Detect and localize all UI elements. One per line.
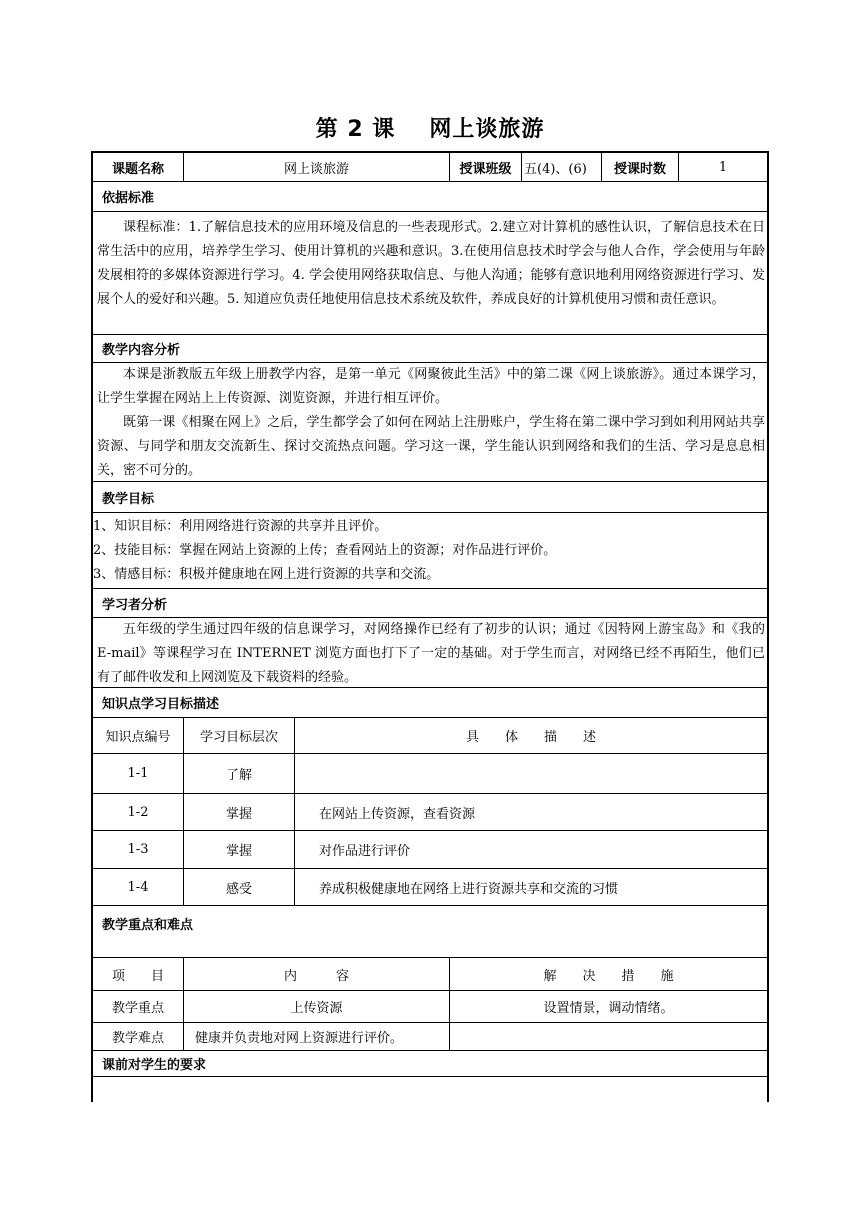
goal-item: 1、知识目标：利用网络进行资源的共享并且评价。 xyxy=(93,519,388,534)
learners-text: 五年级的学生通过四年级的信息课学习，对网络操作已经有了初步的认识；通过《因特网上游宝岛》和《我的 E-mail》等课程学习在 INTERNET 浏览方面也打下了一定的基础。对于学生而言，对网络已经不再陌生，他们已有了邮件收发和上网浏览及下载资料的经验。 xyxy=(97,622,765,685)
keypoints-header-row xyxy=(93,958,767,991)
goal-item: 2、技能目标：掌握在网站上资源的上传；查看网站上的资源；对作品进行评价。 xyxy=(93,543,557,558)
knowledge-heading: 知识点学习目标描述 xyxy=(93,688,767,718)
knowledge-desc: 对作品进行评价 xyxy=(294,831,767,868)
knowledge-level: 感受 xyxy=(183,869,294,905)
goals-heading: 教学目标 xyxy=(93,482,767,513)
knowledge-level: 了解 xyxy=(183,754,294,793)
keypoints-content: 健康并负责地对网上资源进行评价。 xyxy=(183,1023,449,1050)
content-heading: 教学内容分析 xyxy=(93,335,767,363)
hours-label: 授课时数 xyxy=(601,153,678,181)
knowledge-desc: 养成积极健康地在网络上进行资源共享和交流的习惯 xyxy=(294,869,767,905)
class-label: 授课班级 xyxy=(449,153,521,181)
knowledge-header-row xyxy=(93,718,767,754)
knowledge-id: 1-4 xyxy=(127,879,149,895)
knowledge-level: 掌握 xyxy=(183,794,294,830)
goals-body xyxy=(93,513,767,589)
standard-body xyxy=(93,212,767,335)
learners-body xyxy=(93,618,767,688)
header-row xyxy=(93,153,767,182)
knowledge-level: 掌握 xyxy=(183,831,294,868)
keypoints-row xyxy=(93,991,767,1023)
goal-item: 3、情感目标：积极并健康地在网上进行资源的共享和交流。 xyxy=(93,567,440,582)
knowledge-col-desc: 具 体 描 述 xyxy=(294,718,767,753)
keypoints-col-item: 项 目 xyxy=(111,968,164,984)
lesson-number: 第 2 课 xyxy=(315,117,396,142)
requirements-heading: 课前对学生的要求 xyxy=(93,1051,767,1077)
knowledge-row xyxy=(93,794,767,831)
topic-value: 网上谈旅游 xyxy=(183,153,449,181)
standard-heading: 依据标准 xyxy=(93,182,767,212)
keypoints-col-measure: 解 决 措 施 xyxy=(449,958,767,990)
content-paragraph-1: 本课是浙教版五年级上册教学内容，是第一单元《网聚彼此生活》中的第二课《网上谈旅游》。通过本课学习，让学生掌握在网站上上传资源、浏览资源，并进行相互评价。 xyxy=(97,367,765,406)
knowledge-desc xyxy=(294,754,767,793)
content-paragraph-2: 既第一课《相聚在网上》之后，学生都学会了如何在网站上注册账户，学生将在第二课中学习到如利用网站共享资源、与同学和朋友交流新生、探讨交流热点问题。学习这一课，学生能认识到网络和我们的生活、学习是息息相关，密不可分的。 xyxy=(97,415,765,478)
standard-text: 课程标准：1.了解信息技术的应用环境及信息的一些表现形式。2.建立对计算机的感性认识，了解信息技术在日常生活中的应用，培养学生学习、使用计算机的兴趣和意识。3.在使用信息技术时学会与他人合作，学会使用与年龄发展相符的多媒体资源进行学习。4. 学会使用网络获取信息、与他人沟通；能够有意识地利用网络资源进行学习、发展个人的爱好和兴趣。5. 知道应负责任地使用信息技术系统及软件，养成良好的计算机使用习惯和责任意识。 xyxy=(97,220,765,307)
class-value: 五(4)、(6) xyxy=(521,153,601,181)
content-body xyxy=(93,363,767,482)
keypoints-label: 教学难点 xyxy=(111,1031,164,1046)
knowledge-id: 1-2 xyxy=(127,804,149,820)
topic-label: 课题名称 xyxy=(111,161,164,177)
hours-value: 1 xyxy=(678,153,767,181)
keypoints-content: 上传资源 xyxy=(183,991,449,1022)
knowledge-col-level: 学习目标层次 xyxy=(183,718,294,753)
knowledge-row xyxy=(93,831,767,869)
lesson-name: 网上谈旅游 xyxy=(429,117,545,142)
keypoints-measure: 设置情景，调动情绪。 xyxy=(449,991,767,1022)
learners-heading: 学习者分析 xyxy=(93,589,767,618)
knowledge-row xyxy=(93,869,767,906)
lesson-plan-table xyxy=(91,151,769,1102)
knowledge-desc: 在网站上传资源，查看资源 xyxy=(294,794,767,830)
keypoints-measure xyxy=(449,1023,767,1050)
knowledge-id: 1-3 xyxy=(127,842,149,857)
page-title xyxy=(0,112,860,143)
knowledge-col-id: 知识点编号 xyxy=(105,730,171,745)
keypoints-col-content: 内 容 xyxy=(183,958,449,990)
keypoints-label: 教学重点 xyxy=(111,1001,164,1016)
keypoints-row xyxy=(93,1023,767,1051)
knowledge-id: 1-1 xyxy=(127,766,149,781)
keypoints-heading: 教学重点和难点 xyxy=(93,906,767,958)
knowledge-row xyxy=(93,754,767,794)
requirements-body xyxy=(93,1077,767,1104)
